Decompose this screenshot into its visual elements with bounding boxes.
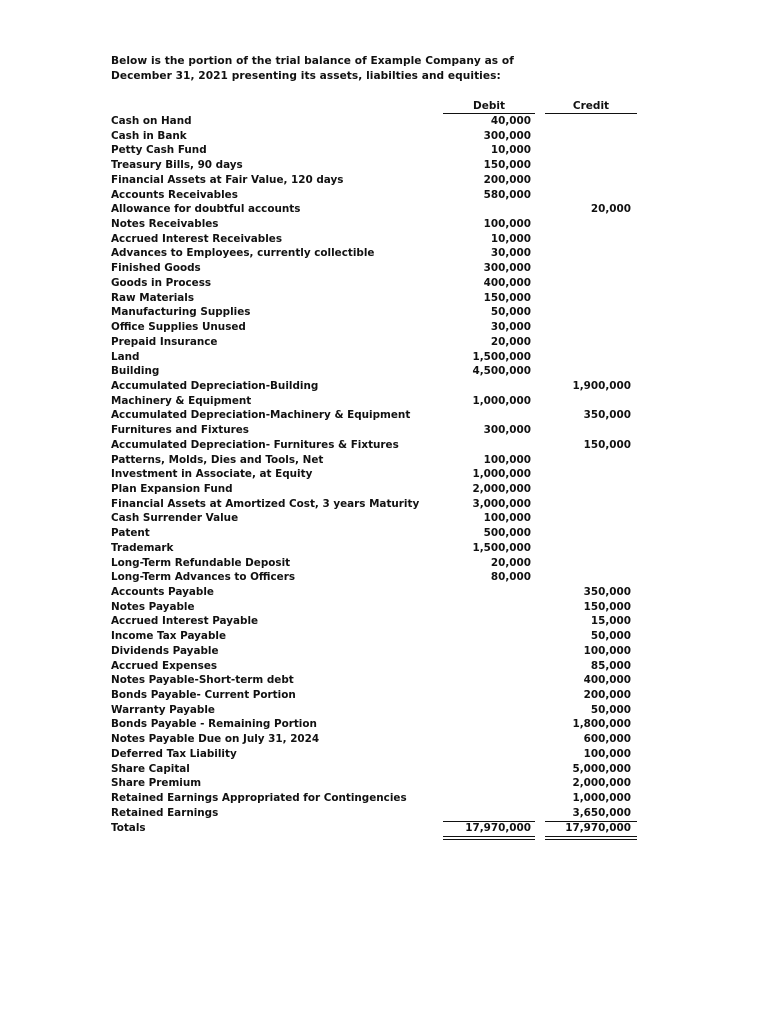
credit-total-top-rule <box>545 821 637 822</box>
table-row <box>111 350 641 365</box>
credit-amount: 15,000 <box>590 615 631 628</box>
table-row <box>111 217 641 232</box>
account-name: Accumulated Depreciation-Building <box>111 379 319 392</box>
account-name: Retained Earnings <box>111 806 219 819</box>
debit-amount: 400,000 <box>483 276 531 289</box>
table-row <box>111 158 641 173</box>
table-row <box>111 143 641 158</box>
table-row <box>111 688 641 703</box>
debit-amount: 1,500,000 <box>472 541 531 554</box>
table-row <box>111 188 641 203</box>
credit-amount: 20,000 <box>590 203 631 216</box>
credit-amount: 85,000 <box>590 659 631 672</box>
debit-amount: 50,000 <box>490 306 531 319</box>
table-row <box>111 703 641 718</box>
account-name: Accumulated Depreciation-Machinery & Equipment <box>111 409 411 422</box>
credit-amount: 50,000 <box>590 703 631 716</box>
account-name: Petty Cash Fund <box>111 144 207 157</box>
debit-amount: 20,000 <box>490 556 531 569</box>
account-name: Machinery & Equipment <box>111 394 252 407</box>
table-row <box>111 614 641 629</box>
credit-column-header: Credit <box>572 100 610 112</box>
table-row <box>111 556 641 571</box>
account-name: Office Supplies Unused <box>111 321 246 334</box>
debit-amount: 10,000 <box>490 232 531 245</box>
debit-amount: 300,000 <box>483 424 531 437</box>
account-name: Building <box>111 365 160 378</box>
debit-amount: 150,000 <box>483 291 531 304</box>
debit-amount: 300,000 <box>483 262 531 275</box>
table-row <box>111 482 641 497</box>
account-name: Treasury Bills, 90 days <box>111 159 243 172</box>
table-row <box>111 408 641 423</box>
table-row <box>111 762 641 777</box>
credit-total: 17,970,000 <box>565 821 631 834</box>
debit-total: 17,970,000 <box>465 821 531 834</box>
table-row <box>111 541 641 556</box>
debit-amount: 10,000 <box>490 144 531 157</box>
totals-row <box>111 821 641 836</box>
table-row <box>111 232 641 247</box>
account-name: Prepaid Insurance <box>111 335 218 348</box>
credit-amount: 1,900,000 <box>572 379 631 392</box>
account-name: Furnitures and Fixtures <box>111 424 249 437</box>
account-name: Accrued Interest Payable <box>111 615 259 628</box>
credit-amount: 150,000 <box>583 438 631 451</box>
debit-amount: 30,000 <box>490 247 531 260</box>
debit-amount: 2,000,000 <box>472 482 531 495</box>
account-name: Cash in Bank <box>111 129 187 142</box>
account-name: Manufacturing Supplies <box>111 306 251 319</box>
account-name: Cash Surrender Value <box>111 512 239 525</box>
credit-amount: 2,000,000 <box>572 777 631 790</box>
debit-amount: 80,000 <box>490 571 531 584</box>
debit-amount: 30,000 <box>490 321 531 334</box>
account-name: Raw Materials <box>111 291 195 304</box>
table-row <box>111 291 641 306</box>
account-name: Investment in Associate, at Equity <box>111 468 313 481</box>
credit-amount: 600,000 <box>583 733 631 746</box>
account-name: Financial Assets at Fair Value, 120 days <box>111 173 344 186</box>
credit-amount: 1,800,000 <box>572 718 631 731</box>
account-name: Goods in Process <box>111 276 212 289</box>
intro-line-2: December 31, 2021 presenting its assets, liabilties and equities: <box>111 70 501 82</box>
debit-amount: 3,000,000 <box>472 497 531 510</box>
table-row <box>111 747 641 762</box>
account-name: Accounts Payable <box>111 586 214 598</box>
table-row <box>111 644 641 659</box>
debit-total-double-rule <box>443 836 535 840</box>
table-row <box>111 467 641 482</box>
debit-total-top-rule <box>443 821 535 822</box>
table-row <box>111 246 641 261</box>
account-name: Income Tax Payable <box>111 630 226 643</box>
account-name: Notes Payable-Short-term debt <box>111 674 294 687</box>
debit-amount: 100,000 <box>483 218 531 231</box>
account-name: Patent <box>111 527 150 540</box>
credit-amount: 350,000 <box>583 586 631 598</box>
account-name: Accumulated Depreciation- Furnitures & Fixtures <box>111 438 399 451</box>
table-row <box>111 394 641 409</box>
debit-amount: 100,000 <box>483 512 531 525</box>
account-name: Deferred Tax Liability <box>111 747 237 760</box>
credit-amount: 150,000 <box>583 600 631 613</box>
table-row <box>111 497 641 512</box>
credit-amount: 200,000 <box>583 689 631 702</box>
credit-amount: 100,000 <box>583 747 631 760</box>
account-name: Land <box>111 350 140 363</box>
account-name: Bonds Payable - Remaining Portion <box>111 718 317 731</box>
table-row <box>111 570 641 585</box>
account-name: Cash on Hand <box>111 115 192 127</box>
account-name: Notes Payable <box>111 600 195 613</box>
table-row <box>111 276 641 291</box>
account-name: Accrued Interest Receivables <box>111 232 283 245</box>
debit-amount: 1,000,000 <box>472 468 531 481</box>
account-name: Dividends Payable <box>111 644 219 657</box>
table-row <box>111 717 641 732</box>
account-name: Long-Term Advances to Officers <box>111 571 296 584</box>
table-row <box>111 129 641 144</box>
credit-amount: 400,000 <box>583 674 631 687</box>
intro-text <box>111 54 531 84</box>
table-row <box>111 776 641 791</box>
table-row <box>111 335 641 350</box>
table-row <box>111 585 641 600</box>
credit-total-double-rule <box>545 836 637 840</box>
account-name: Patterns, Molds, Dies and Tools, Net <box>111 453 324 466</box>
debit-amount: 4,500,000 <box>472 365 531 378</box>
account-name: Long-Term Refundable Deposit <box>111 556 291 569</box>
table-row <box>111 659 641 674</box>
table-row <box>111 600 641 615</box>
table-row <box>111 423 641 438</box>
account-name: Accounts Receivables <box>111 188 238 201</box>
table-row <box>111 364 641 379</box>
account-name: Notes Payable Due on July 31, 2024 <box>111 733 320 746</box>
table-row <box>111 114 641 129</box>
debit-amount: 500,000 <box>483 527 531 540</box>
credit-amount: 1,000,000 <box>572 792 631 805</box>
table-row <box>111 453 641 468</box>
account-name: Share Premium <box>111 777 202 790</box>
debit-amount: 580,000 <box>483 188 531 201</box>
totals-label: Totals <box>111 821 146 834</box>
debit-amount: 1,000,000 <box>472 394 531 407</box>
debit-amount: 40,000 <box>490 115 531 127</box>
table-row <box>111 305 641 320</box>
debit-amount: 100,000 <box>483 453 531 466</box>
debit-amount: 200,000 <box>483 173 531 186</box>
account-name: Notes Receivables <box>111 218 219 231</box>
account-name: Share Capital <box>111 762 190 775</box>
account-name: Plan Expansion Fund <box>111 482 233 495</box>
table-row <box>111 806 641 821</box>
account-name: Advances to Employees, currently collectible <box>111 247 375 260</box>
debit-amount: 150,000 <box>483 159 531 172</box>
account-name: Trademark <box>111 541 174 554</box>
account-name: Warranty Payable <box>111 703 215 716</box>
table-row <box>111 629 641 644</box>
credit-amount: 3,650,000 <box>572 806 631 819</box>
table-row <box>111 673 641 688</box>
account-name: Accrued Expenses <box>111 659 218 672</box>
credit-amount: 50,000 <box>590 630 631 643</box>
debit-column-header: Debit <box>473 100 505 112</box>
debit-amount: 300,000 <box>483 129 531 142</box>
debit-amount: 1,500,000 <box>472 350 531 363</box>
credit-amount: 100,000 <box>583 644 631 657</box>
table-row <box>111 438 641 453</box>
table-row <box>111 379 641 394</box>
table-row <box>111 320 641 335</box>
account-name: Financial Assets at Amortized Cost, 3 years Maturity <box>111 497 420 510</box>
table-row <box>111 791 641 806</box>
credit-amount: 5,000,000 <box>572 762 631 775</box>
intro-line-1: Below is the portion of the trial balance of Example Company as of <box>111 55 514 67</box>
account-name: Retained Earnings Appropriated for Contingencies <box>111 792 407 805</box>
account-name: Finished Goods <box>111 262 201 275</box>
table-row <box>111 173 641 188</box>
table-row <box>111 526 641 541</box>
account-name: Bonds Payable- Current Portion <box>111 689 296 702</box>
table-row <box>111 202 641 217</box>
table-row <box>111 511 641 526</box>
table-row <box>111 261 641 276</box>
trial-balance-table <box>111 114 641 835</box>
table-row <box>111 732 641 747</box>
debit-amount: 20,000 <box>490 335 531 348</box>
account-name: Allowance for doubtful accounts <box>111 203 301 216</box>
credit-amount: 350,000 <box>583 409 631 422</box>
